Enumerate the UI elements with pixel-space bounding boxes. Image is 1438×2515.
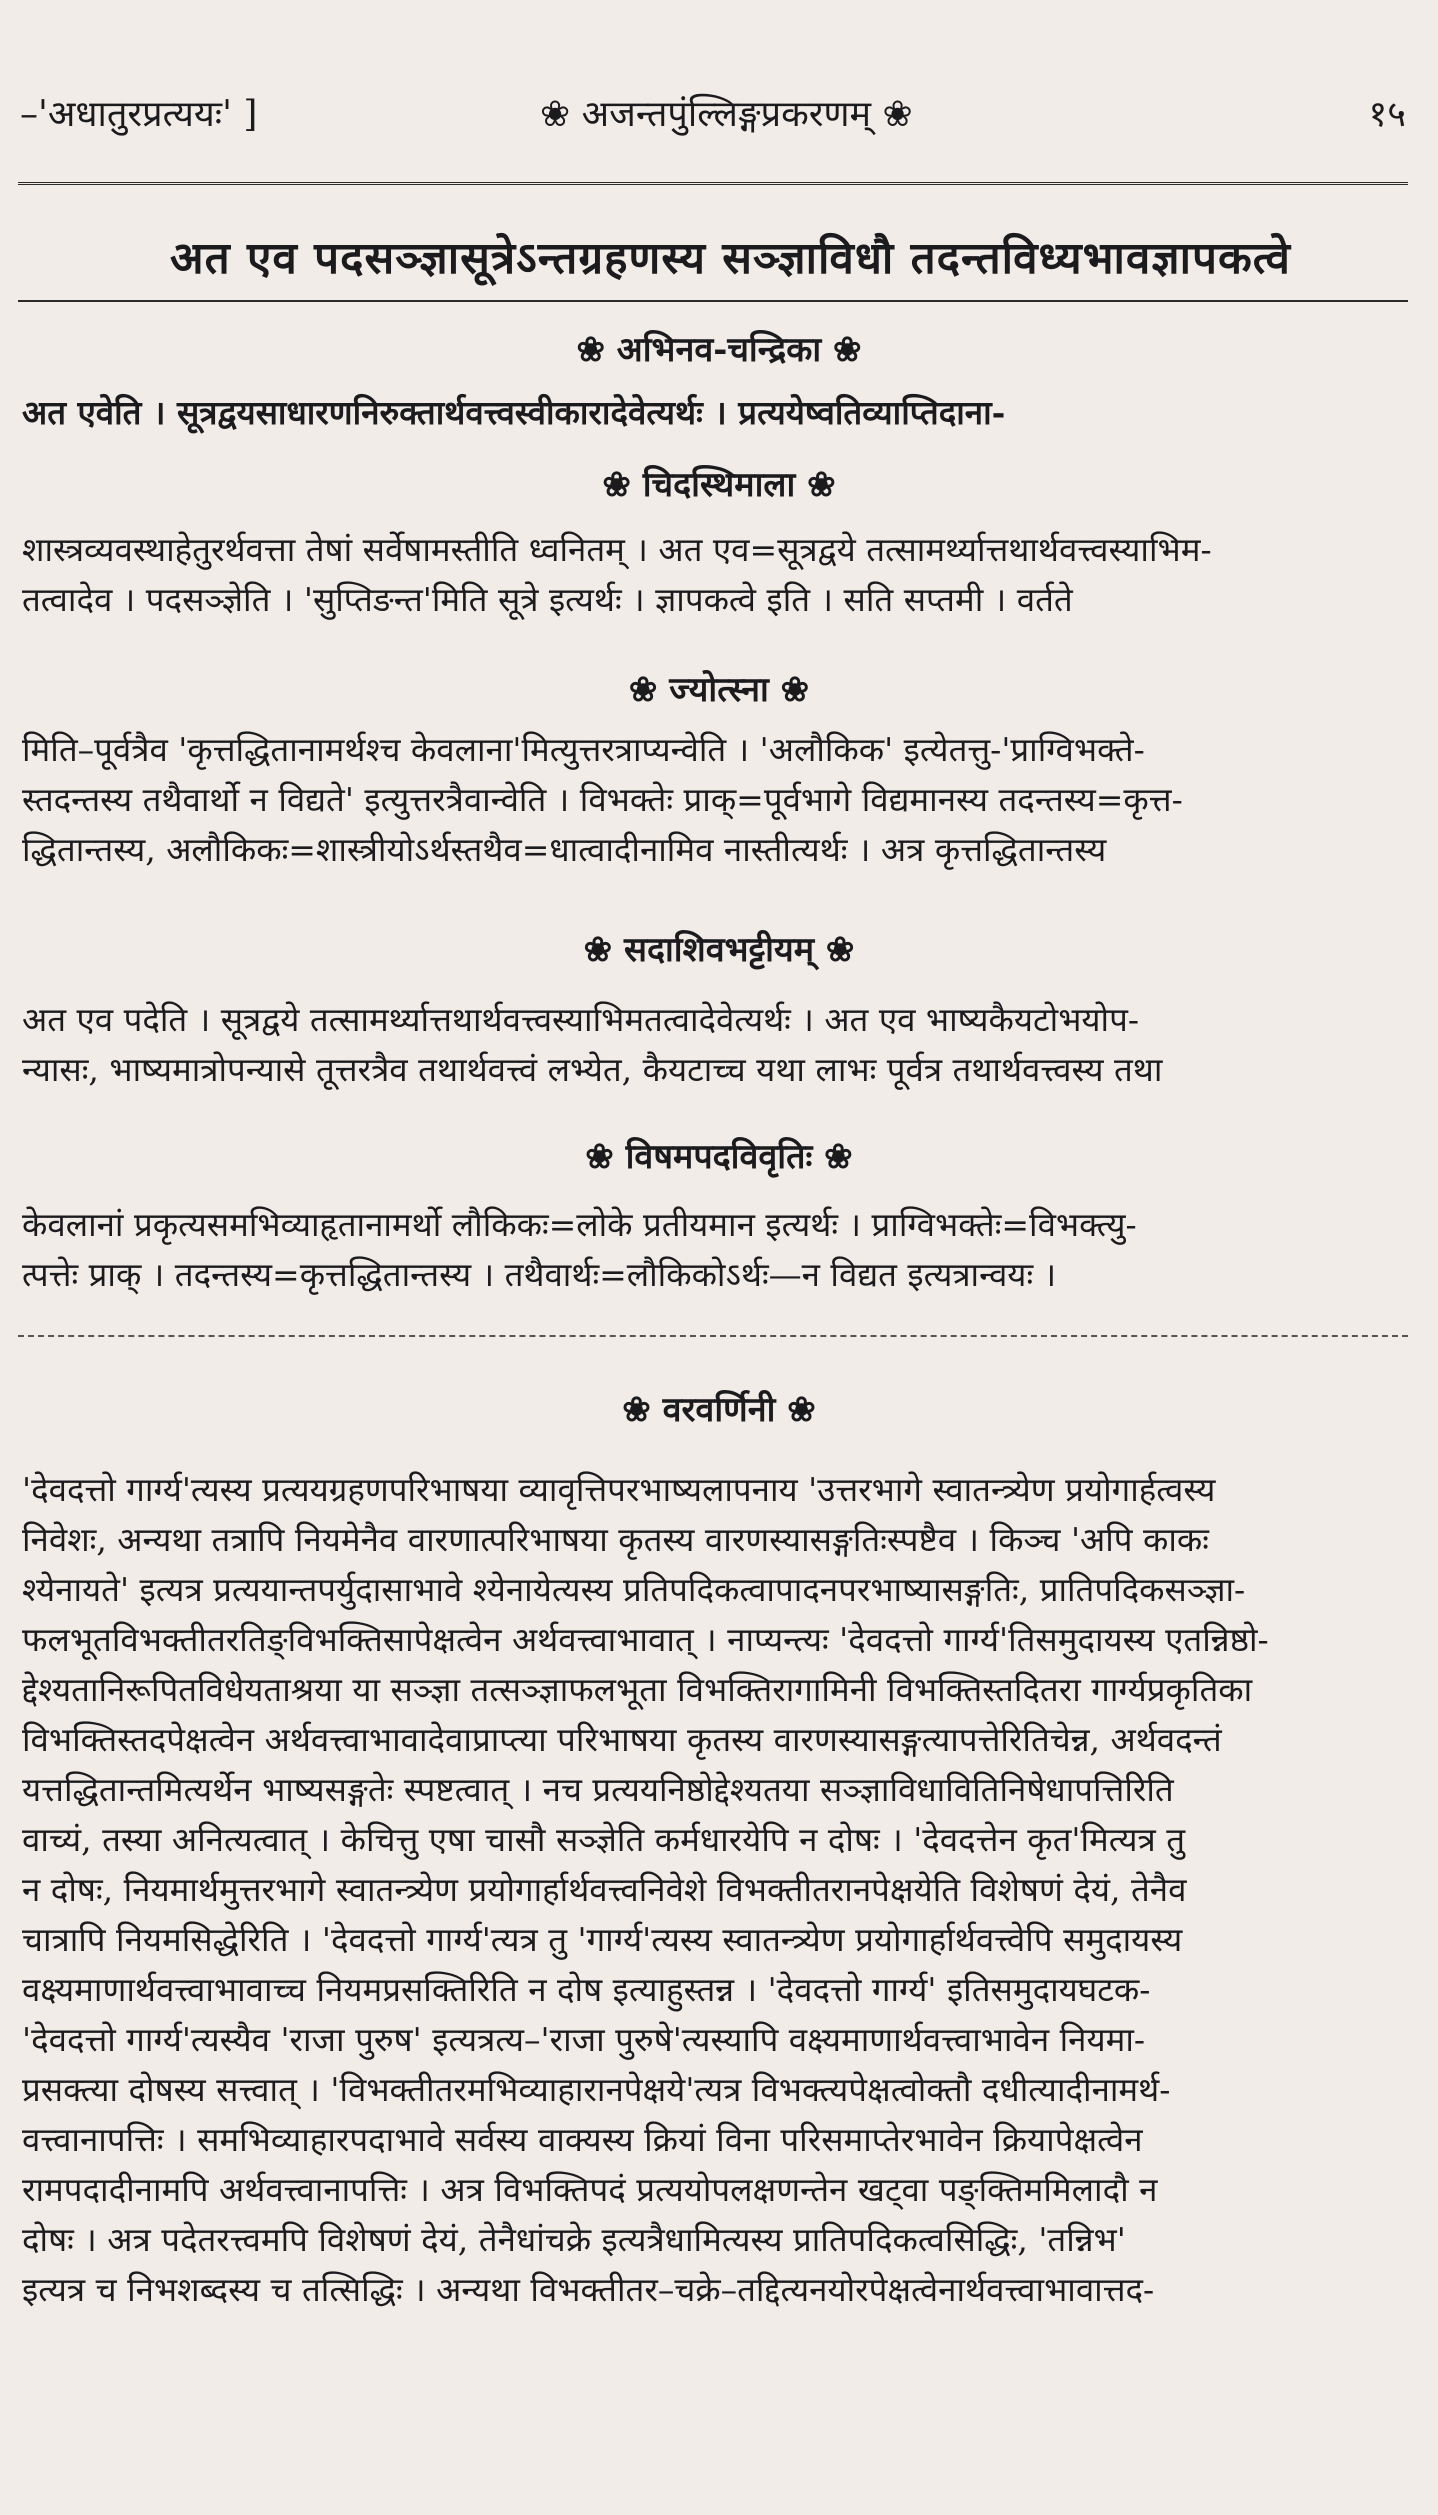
text-line: अत एवेति । सूत्रद्वयसाधारणनिरुक्तार्थवत्त्वस्वीकारादेवेत्यर्थः । प्रत्ययेष्वतिव्याप्तिदाना- [22, 393, 1006, 432]
section-heading-abhinava: ❀ अभिनव-चन्द्रिका ❀ [576, 330, 862, 370]
running-head-left: –'अधातुरप्रत्ययः' ] [20, 94, 258, 135]
section-text-vishamapada [22, 1200, 1408, 1300]
text-line: फलभूतविभक्तीतरतिङ्विभक्तिसापेक्षत्वेन अर्थवत्त्वाभावात् । नाप्यन्त्यः 'देवदत्तो गार्ग्य'तिसमुदायस्य एतन्निष्ठो- [22, 1620, 1269, 1659]
text-line: शास्त्रव्यवस्थाहेतुरर्थवत्ता तेषां सर्वेषामस्तीति ध्वनितम् । अत एव=सूत्रद्वये तत्सामर्थ्यात्तथार्थवत्त्वस्याभिम- [22, 530, 1212, 569]
text-line: वत्त्वानापत्तिः । समभिव्याहारपदाभावे सर्वस्य वाक्यस्य क्रियां विना परिसमाप्तेरभावेन क्रियापेक्षत्वेन [22, 2120, 1143, 2159]
text-line: अत एव पदेति । सूत्रद्वये तत्सामर्थ्यात्तथार्थवत्त्वस्याभिमतत्वादेवेत्यर्थः । अत एव भाष्यकैयटोभयोप- [22, 1000, 1139, 1039]
text-line: द्देश्यतानिरूपितविधेयताश्रया या सञ्ज्ञा तत्सञ्ज्ञाफलभूता विभक्तिरागामिनी विभक्तिस्तदितरा गार्ग्यप्रकृतिका [22, 1670, 1253, 1709]
text-line: मिति–पूर्वत्रैव 'कृत्तद्धितानामर्थश्च केवलाना'मित्युत्तरत्राप्यन्वेति । 'अलौकिक' इत्येतत्तु-'प्राग्विभक्ते- [22, 730, 1145, 769]
text-line: वाच्यं, तस्या अनित्यत्वात् । केचित्तु एषा चासौ सञ्ज्ञेति कर्मधारयेपि न दोषः । 'देवदत्तेन कृत'मित्यत्र तु [22, 1820, 1186, 1859]
section-heading-vishamapada: ❀ विषमपदविवृतिः ❀ [585, 1137, 853, 1177]
text-line: श्येनायते' इत्यत्र प्रत्ययान्तपर्युदासाभावे श्येनायेत्यस्य प्रतिपदिकत्वापादनपरभाष्यासङ्गतिः, प्रातिपदिकसञ्ज्ञा- [22, 1570, 1246, 1609]
running-head [20, 88, 1406, 148]
header-divider [18, 182, 1408, 199]
text-line: दोषः । अत्र पदेतरत्त्वमपि विशेषणं देयं, तेनैधांचक्रे इत्यत्रैधामित्यस्य प्रातिपदिकत्वसिद्धिः, 'तन्निभ' [22, 2220, 1126, 2259]
topic-title: अत एव पदसञ्ज्ञासूत्रेऽन्तग्रहणस्य सञ्ज्ञाविधौ तदन्तविध्यभावज्ञापकत्वे [170, 233, 1291, 284]
text-line: रामपदादीनामपि अर्थवत्त्वानापत्तिः । अत्र विभक्तिपदं प्रत्ययोपलक्षणन्तेन खट्वा पङ्क्तिममिलादौ न [22, 2170, 1158, 2209]
text-line: चात्रापि नियमसिद्धेरिति । 'देवदत्तो गार्ग्य'त्यत्र तु 'गार्ग्य'त्यस्य स्वातन्त्र्येण प्रयोगार्हार्थवत्त्वेपि समुदायस्य [22, 1920, 1183, 1959]
section-heading-sadashiva: ❀ सदाशिवभट्टीयम् ❀ [583, 930, 855, 970]
running-head-center: ❀ अजन्तपुंल्लिङ्गप्रकरणम् ❀ [540, 94, 913, 135]
section-heading-chidasthimala: ❀ चिदस्थिमाला ❀ [602, 465, 836, 505]
text-line: केवलानां प्रकृत्यसमभिव्याहृतानामर्थो लौकिकः=लोके प्रतीयमान इत्यर्थः । प्राग्विभक्तेः=विभक्त्यु- [22, 1205, 1137, 1244]
text-line: इत्यत्र च निभशब्दस्य च तत्सिद्धिः । अन्यथा विभक्तीतर–चक्रे–तद्दित्यनयोरपेक्षत्वेनार्थवत्त्वाभावात्तद- [22, 2270, 1155, 2309]
text-line: तत्वादेव । पदसञ्ज्ञेति । 'सुप्तिङन्त'मिति सूत्रे इत्यर्थः । ज्ञापकत्वे इति । सति सप्तमी । वर्तते [22, 580, 1073, 619]
text-line: त्पत्तेः प्राक् । तदन्तस्य=कृत्तद्धितान्तस्य । तथैवार्थः=लौकिकोऽर्थः—न विद्यत इत्यत्रान्वयः । [22, 1255, 1057, 1294]
text-line: निवेशः, अन्यथा तत्रापि नियमेनैव वारणात्परिभाषया कृतस्य वारणस्यासङ्गतिःस्पष्टैव । किञ्च 'अपि काकः [22, 1520, 1209, 1559]
text-line: प्रसक्त्या दोषस्य सत्त्वात् । 'विभक्तीतरमभिव्याहारानपेक्षये'त्यत्र विभक्त्यपेक्षत्वोक्तौ दधीत्यादीनामर्थ- [22, 2070, 1171, 2109]
commentary-divider [18, 1335, 1408, 1337]
text-line: 'देवदत्तो गार्ग्य'त्यस्य प्रत्ययग्रहणपरिभाषया व्यावृत्तिपरभाष्यलापनाय 'उत्तरभागे स्वातन्त्र्येण प्रयोगार्हत्वस्य [22, 1470, 1216, 1509]
text-line: विभक्तिस्तदपेक्षत्वेन अर्थवत्त्वाभावादेवाप्राप्त्या परिभाषया कृतस्य वारणस्यासङ्गत्यापत्तेरितिचेन्न, अर्थवदन्तं [22, 1720, 1222, 1759]
section-text-abhinava [22, 388, 1408, 438]
text-line: वक्ष्यमाणार्थवत्त्वाभावाच्च नियमप्रसक्तिरिति न दोष इत्याहुस्तन्न । 'देवदत्तो गार्ग्य' इतिसमुदायघटक- [22, 1970, 1151, 2009]
section-text-varavarnini [22, 1465, 1408, 2315]
text-line: न्यासः, भाष्यमात्रोपन्यासे तूत्तरत्रैव तथार्थवत्त्वं लभ्येत, कैयटाच्च यथा लाभः पूर्वत्र तथार्थवत्त्वस्य तथा [22, 1050, 1163, 1089]
text-line: 'देवदत्तो गार्ग्य'त्यस्यैव 'राजा पुरुष' इत्यत्रत्य–'राजा पुरुषे'त्यस्यापि वक्ष्यमाणार्थवत्त्वाभावेन नियमा- [22, 2020, 1146, 2059]
text-line: द्धितान्तस्य, अलौकिकः=शास्त्रीयोऽर्थस्तथैव=धात्वादीनामिव नास्तीत्यर्थः । अत्र कृत्तद्धितान्तस्य [22, 830, 1107, 869]
page-number: १५ [1368, 94, 1406, 135]
text-line: यत्तद्धितान्तमित्यर्थेन भाष्यसङ्गतेः स्पष्टत्वात् । नच प्रत्ययनिष्ठोद्देश्यतया सञ्ज्ञाविधावितिनिषेधापत्तिरिति [22, 1770, 1174, 1809]
section-heading-jyotsna: ❀ ज्योत्स्ना ❀ [628, 670, 810, 710]
section-text-chidasthimala [22, 525, 1408, 625]
text-line: न दोषः, नियमार्थमुत्तरभागे स्वातन्त्र्येण प्रयोगार्हार्थवत्त्वनिवेशे विभक्तीतरानपेक्षयेति विशेषणं देयं, तेनैव [22, 1870, 1187, 1909]
section-heading-varavarnini: ❀ वरवर्णिनी ❀ [622, 1390, 816, 1430]
text-line: स्तदन्तस्य तथैवार्थो न विद्यते' इत्युत्तरत्रैवान्वेति । विभक्तेः प्राक्=पूर्वभागे विद्यमानस्य तदन्तस्य=कृत्त- [22, 780, 1183, 819]
section-text-sadashiva [22, 995, 1408, 1095]
section-text-jyotsna [22, 725, 1408, 875]
title-divider [18, 300, 1408, 302]
